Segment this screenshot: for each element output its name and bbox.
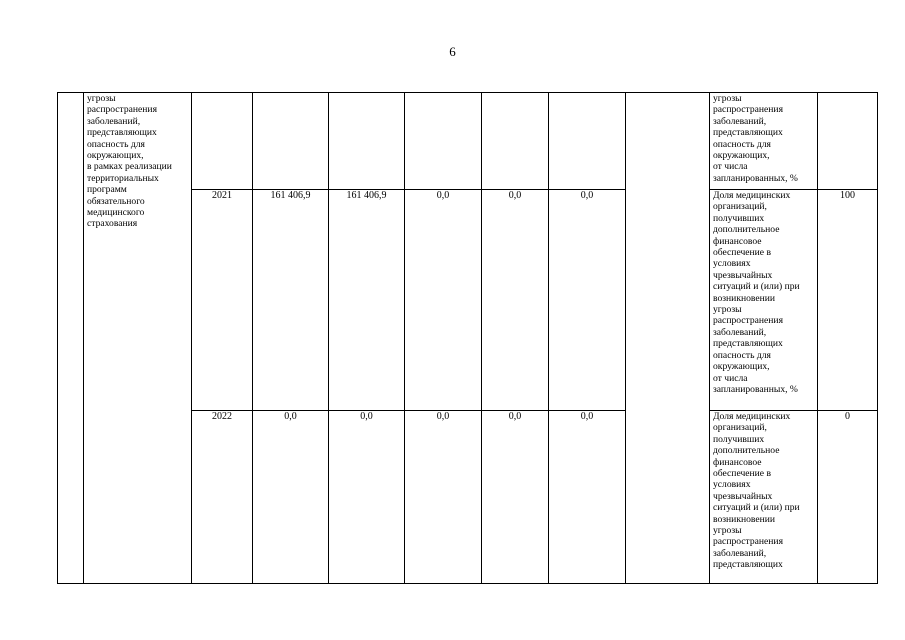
table-row bbox=[58, 93, 878, 190]
funding-cell: 0,0 bbox=[549, 411, 626, 584]
indicator-text: Доля медицинских организаций, получивших дополнительное финансовое обеспечение в условиях чрезвычайных ситуаций и (или) при возникновении угрозы распространения заболеваний, представляющих bbox=[713, 411, 800, 571]
year-cell bbox=[192, 93, 253, 190]
budget-table bbox=[57, 92, 878, 584]
total-cell: 161 406,9 bbox=[253, 190, 329, 411]
indicator-text: Доля медицинских организаций, получивших дополнительное финансовое обеспечение в условиях чрезвычайных ситуаций и (или) при возникновении угрозы распространения заболеваний, представляющих опасность для окружающих, от числа запланированных, % bbox=[713, 190, 800, 395]
funding-cell: 0,0 bbox=[549, 190, 626, 411]
indicator-value-cell: 100 bbox=[818, 190, 878, 411]
funding-cell: 0,0 bbox=[329, 411, 405, 584]
indicator-cell bbox=[710, 190, 818, 411]
indicator-value-cell: 0 bbox=[818, 411, 878, 584]
funding-cell bbox=[405, 93, 482, 190]
funding-cell: 0,0 bbox=[482, 190, 549, 411]
funding-cell: 0,0 bbox=[405, 411, 482, 584]
funding-cell: 0,0 bbox=[405, 190, 482, 411]
executor-cell bbox=[626, 93, 710, 584]
program-name: угрозы распространения заболеваний, представляющих опасность для окружающих, в рамках реализации территориальных программ обязательного медицинского страхования bbox=[87, 93, 172, 230]
indicator-cell bbox=[710, 411, 818, 584]
indicator-text: угрозы распространения заболеваний, представляющих опасность для окружающих, от числа запланированных, % bbox=[713, 93, 798, 184]
funding-cell bbox=[549, 93, 626, 190]
program-name-cell bbox=[84, 93, 192, 584]
funding-cell bbox=[329, 93, 405, 190]
total-cell bbox=[253, 93, 329, 190]
indicator-cell bbox=[710, 93, 818, 190]
year-cell: 2022 bbox=[192, 411, 253, 584]
total-cell: 0,0 bbox=[253, 411, 329, 584]
year-cell: 2021 bbox=[192, 190, 253, 411]
row-number-cell bbox=[58, 93, 84, 584]
funding-cell: 0,0 bbox=[482, 411, 549, 584]
funding-cell bbox=[482, 93, 549, 190]
indicator-value-cell bbox=[818, 93, 878, 190]
funding-cell: 161 406,9 bbox=[329, 190, 405, 411]
page-number: 6 bbox=[449, 44, 456, 59]
